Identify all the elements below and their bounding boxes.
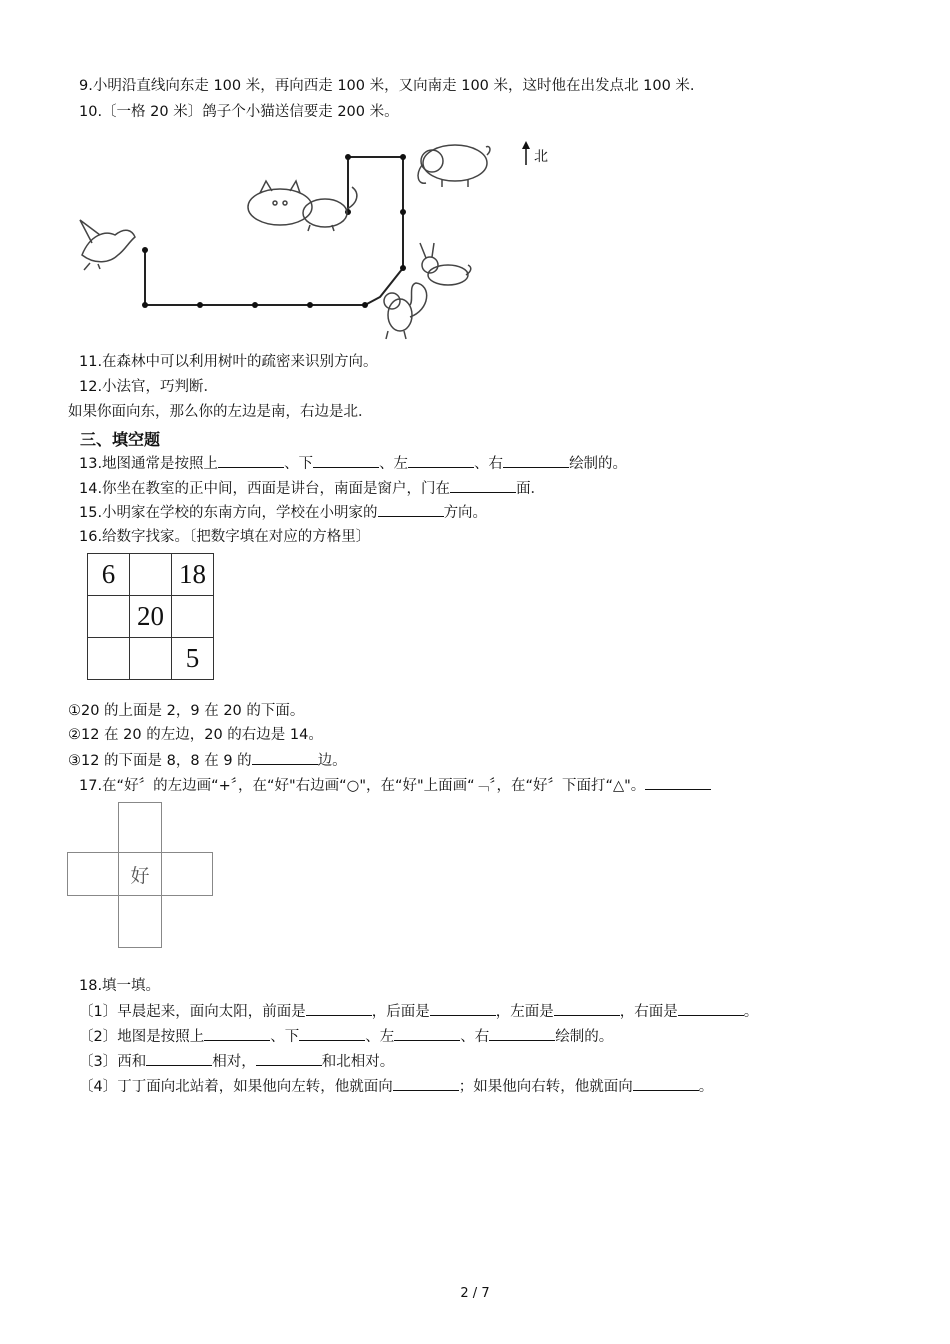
section-heading: 三、填空题 — [80, 430, 161, 449]
question-9: 9.小明沿直线向东走 100 米，再向西走 100 米，又向南走 100 米，这时他在出发点北 100 米. — [79, 78, 695, 94]
rabbit-icon — [420, 243, 471, 285]
north-arrow-icon — [522, 141, 530, 165]
answer-blank[interactable] — [299, 1026, 365, 1041]
pigeon-icon — [80, 220, 135, 270]
grid-cell[interactable] — [130, 554, 172, 596]
grid-cell[interactable]: 20 — [130, 596, 172, 638]
north-label: 北 — [534, 149, 548, 165]
answer-blank[interactable] — [408, 453, 474, 468]
cross-center-char: 好 — [118, 852, 162, 896]
page-number: 2 / 7 — [460, 1286, 490, 1301]
question-13: 13.地图通常是按照上 、下 、左 、右 绘制的。 — [79, 453, 627, 474]
cross-right-box[interactable] — [161, 852, 213, 896]
cat-icon — [248, 181, 357, 231]
answer-blank[interactable] — [678, 1001, 744, 1016]
squirrel-icon — [384, 283, 427, 339]
question-18-2: 〔2〕地图是按照上 、下 、左 、右 绘制的。 — [79, 1026, 613, 1047]
question-12-title: 12.小法官，巧判断． — [79, 379, 219, 395]
question-18-4: 〔4〕丁丁面向北站着，如果他向左转，他就面向 ；如果他向右转，他就面向 。 — [79, 1076, 713, 1097]
answer-blank[interactable] — [645, 775, 711, 790]
answer-blank[interactable] — [393, 1076, 459, 1091]
question-17: 17.在“好〞的左边画“+〞，在“好"右边画“○"，在“好"上面画“﹁〞，在“好〞下面打“△"。 — [79, 775, 711, 796]
answer-blank[interactable] — [394, 1026, 460, 1041]
answer-blank[interactable] — [306, 1001, 372, 1016]
question-11: 11.在森林中可以利用树叶的疏密来识别方向。 — [79, 354, 378, 370]
grid-cell[interactable]: 18 — [172, 554, 214, 596]
grid-cell[interactable] — [88, 596, 130, 638]
question-18-1: 〔1〕早晨起来，面向太阳，前面是 ，后面是 ，左面是 ，右面是 。 — [79, 1001, 758, 1022]
answer-blank[interactable] — [503, 453, 569, 468]
answer-blank[interactable] — [146, 1051, 212, 1066]
cross-bottom-box[interactable] — [118, 895, 162, 948]
answer-blank[interactable] — [430, 1001, 496, 1016]
cross-diagram — [67, 802, 213, 948]
answer-blank[interactable] — [252, 750, 318, 765]
answer-blank[interactable] — [378, 502, 444, 517]
grid-cell[interactable]: 5 — [172, 638, 214, 680]
question-10: 10.〔一格 20 米〕鸽子个小猫送信要走 200 米。 — [79, 104, 399, 120]
cross-left-box[interactable] — [67, 852, 119, 896]
question-14: 14.你坐在教室的正中间，西面是讲台，南面是窗户，门在 面． — [79, 478, 545, 499]
cross-top-box[interactable] — [118, 802, 162, 853]
question-16-clue-3: ③12 的下面是 8，8 在 9 的 边。 — [68, 750, 347, 771]
number-grid — [87, 553, 214, 680]
question-16-clue-2: ②12 在 20 的左边，20 的右边是 14。 — [68, 727, 323, 743]
grid-cell[interactable]: 6 — [88, 554, 130, 596]
answer-blank[interactable] — [313, 453, 379, 468]
grid-cell[interactable] — [172, 596, 214, 638]
question-16: 16.给数字找家。〔把数字填在对应的方格里〕 — [79, 529, 371, 545]
answer-blank[interactable] — [554, 1001, 620, 1016]
answer-blank[interactable] — [489, 1026, 555, 1041]
question-15: 15.小明家在学校的东南方向，学校在小明家的 方向。 — [79, 502, 487, 523]
question-16-clue-1: ①20 的上面是 2，9 在 20 的下面。 — [68, 703, 305, 719]
grid-cell[interactable] — [130, 638, 172, 680]
question-12-statement: 如果你面向东，那么你的左边是南，右边是北． — [68, 404, 373, 420]
answer-blank[interactable] — [633, 1076, 699, 1091]
elephant-icon — [418, 145, 490, 187]
answer-blank[interactable] — [450, 478, 516, 493]
grid-cell[interactable] — [88, 638, 130, 680]
question-18: 18.填一填。 — [79, 978, 161, 994]
question-18-3: 〔3〕西和 相对， 和北相对。 — [79, 1051, 394, 1072]
route-map — [70, 135, 570, 345]
answer-blank[interactable] — [256, 1051, 322, 1066]
answer-blank[interactable] — [204, 1026, 270, 1041]
answer-blank[interactable] — [218, 453, 284, 468]
